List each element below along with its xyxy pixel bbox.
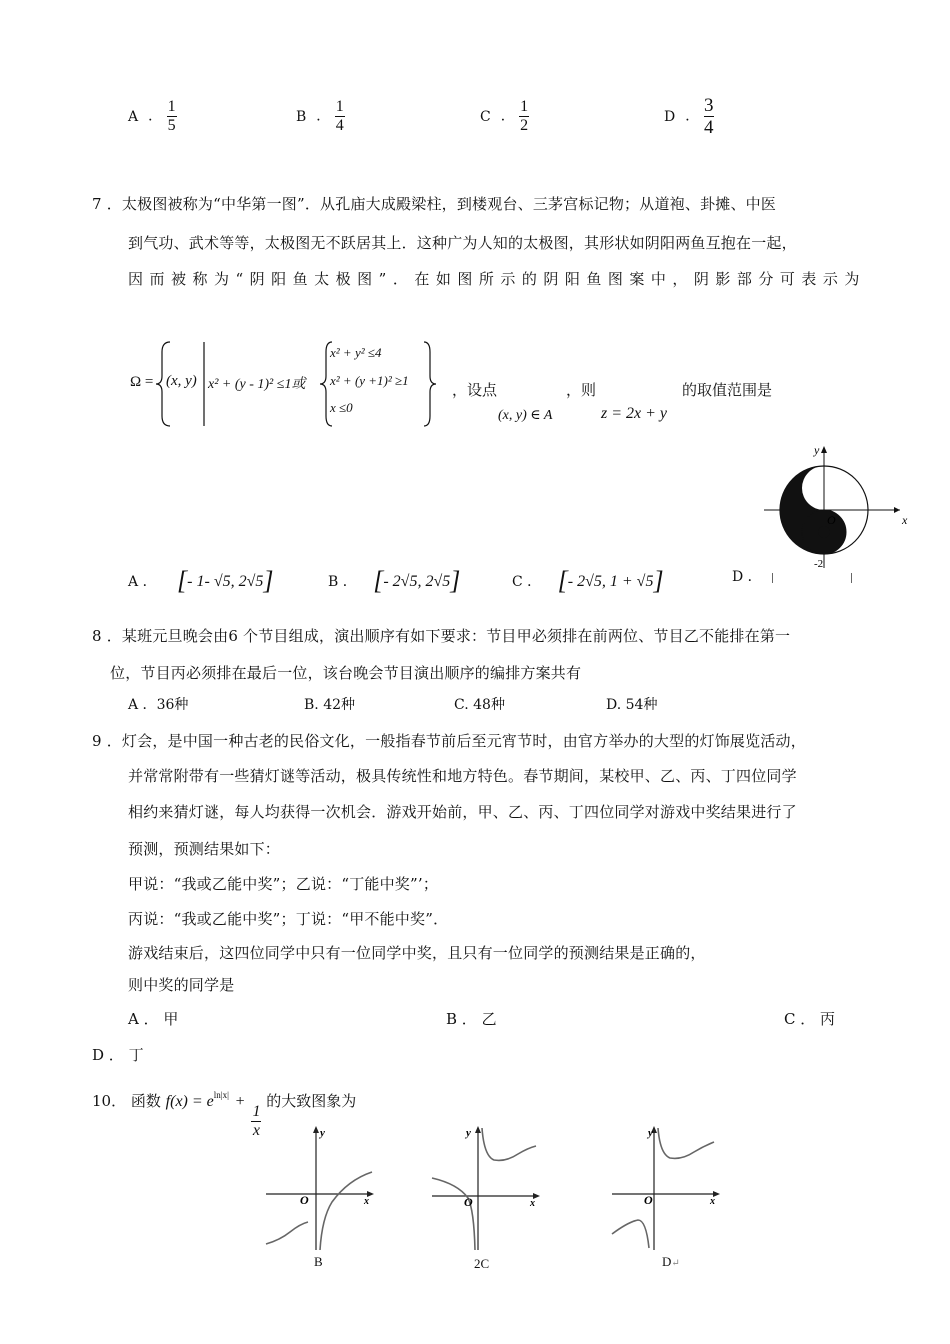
q10-graph-c: [428, 1120, 544, 1252]
q8-line-2: 位，节目丙必须排在最后一位，该台晚会节目演出顺序的编排方案共有: [110, 664, 582, 682]
q9-option-c: C ． 丙: [784, 1010, 836, 1028]
q7-taiji-figure: [760, 442, 910, 574]
q10-graph-c-y-label: y: [466, 1127, 471, 1139]
q10-graph-b-x-label: x: [364, 1196, 369, 1207]
q7-option-a: A ． [- 1- √5, 2√5]: [128, 566, 274, 595]
q6-option-c-fraction: $\frac{1}{2}$: [520, 98, 529, 134]
q7-point-condition: (x, y) ∈ A: [498, 408, 553, 423]
q9-line-5: 甲说：“我或乙能中奖”；乙说：“丁能中奖”’；: [128, 875, 439, 893]
q7-text-range: 的取值范围是: [682, 381, 773, 399]
q9-line-4: 预测，预测结果如下：: [128, 840, 281, 858]
q9-option-a: A ． 甲: [128, 1010, 179, 1028]
q9-line-2: 并常常附带有一些猜灯谜等活动，极具传统性和地方特色。春节期间，某校甲、乙、丙、丁四位同学: [128, 767, 797, 785]
q7-condition-1: x² + (y - 1)² ≤1或: [208, 377, 306, 392]
q10-graph-b-label: B: [314, 1254, 323, 1269]
q10-exponent: ln|x|: [213, 1090, 229, 1100]
q7-option-a-interval: [- 1- √5, 2√5]: [177, 566, 274, 595]
q7-system-line-2: x² + (y +1)² ≥1: [330, 373, 409, 388]
q6-option-c: C ． $\frac{1}{2}$: [480, 98, 529, 134]
q10-graph-b-y-label: y: [320, 1127, 325, 1139]
q6-option-b: B ． $\frac{1}{4}$: [296, 98, 344, 134]
q10-page-number: 2C: [474, 1256, 490, 1271]
q7-option-b: B ． [- 2√5, 2√5]: [328, 566, 461, 595]
q7-option-d: D ．: [732, 566, 852, 586]
q9-option-d: D ． 丁: [92, 1046, 144, 1064]
q7-z-expression: z = 2x + y: [601, 405, 668, 422]
q7-option-d-interval-placeholder: [772, 573, 852, 583]
q6-option-d-fraction: $\frac{3}{4}$: [703, 95, 714, 138]
q10-graph-d-x-label: x: [710, 1196, 715, 1207]
q7-line-1: 7 ．太极图被称为“中华第一图”．从孔庙大成殿梁柱，到楼观台、三茅宫标记物；从道袍、卦摊、中医: [92, 195, 777, 213]
q10-fraction: $\frac{1}{x}$: [252, 1103, 261, 1139]
q10-graph-d-y-label: y: [648, 1127, 653, 1139]
q6-option-a: A ． $\frac{1}{5}$: [128, 98, 176, 134]
q10-graph-c-x-label: x: [530, 1198, 535, 1209]
q9-line-1: 9 ．灯会，是中国一种古老的民俗文化，一般指春节前后至元宵节时，由官方举办的大型的灯饰展览活动，: [92, 732, 806, 750]
q8-option-b: B. 42种: [304, 697, 356, 713]
q6-option-b-fraction: $\frac{1}{4}$: [335, 98, 344, 134]
q9-line-8: 则中奖的同学是: [128, 976, 235, 994]
q9-line-7: 游戏结束后，这四位同学中只有一位同学中奖，且只有一位同学的预测结果是正确的，: [128, 944, 706, 962]
q10-graph-b: [262, 1122, 378, 1252]
q6-option-a-fraction: $\frac{1}{5}$: [167, 98, 176, 134]
q10-line: 10． 函数 $f(x) = e^{ln|x|}$ + $\frac{1}{x}$ 的大致图象为: [92, 1090, 357, 1139]
q7-system-line-3: x ≤0: [330, 400, 353, 415]
q8-option-c: C. 48种: [454, 697, 505, 713]
q9-option-b: B ． 乙: [446, 1010, 497, 1028]
q7-figure-y-label: y: [814, 443, 820, 457]
q8-option-a: A ．36种: [128, 697, 189, 713]
q7-set-definition: Ω =: [130, 374, 154, 390]
q6-option-d: D ． $\frac{3}{4}$: [664, 95, 714, 138]
q7-figure-minus-two-label: -2: [814, 558, 824, 570]
q10-graph-c-origin: O: [464, 1195, 473, 1209]
q9-line-6: 丙说：“我或乙能中奖”；丁说：“甲不能中奖”．: [128, 910, 449, 928]
q7-text-then: ，则: [566, 381, 597, 399]
q7-option-b-interval: [- 2√5, 2√5]: [373, 566, 461, 595]
q7-line-2: 到气功、武术等等，太极图无不跃居其上．这种广为人知的太极图，其形状如阴阳两鱼互抱在一起，: [128, 234, 797, 252]
q9-line-3: 相约来猜灯谜，每人均获得一次机会．游戏开始前，甲、乙、丙、丁四位同学对游戏中奖结果进行了: [128, 803, 797, 821]
q7-figure-origin-label: O: [827, 513, 836, 527]
q10-graph-d: [608, 1122, 724, 1252]
q7-line-3: 因而被称为“阴阳鱼太极图”．在如图所示的阴阳鱼图案中，阴影部分可表示为: [128, 270, 866, 288]
q8-option-d: D. 54种: [606, 697, 658, 713]
q7-figure-x-label: x: [902, 513, 908, 527]
q10-graph-d-origin: O: [644, 1193, 653, 1207]
q10-function: f(x) = e: [165, 1093, 214, 1110]
q7-set-element: (x, y): [166, 373, 197, 389]
q7-text-set-point: ，设点: [452, 381, 498, 399]
q10-graph-d-label: D↵: [662, 1254, 680, 1269]
q10-graph-b-origin: O: [300, 1193, 309, 1207]
q7-option-c-interval: [- 2√5, 1 + √5]: [557, 566, 664, 595]
q7-system-line-1: x² + y² ≤4: [330, 345, 382, 360]
q7-option-c: C ． [- 2√5, 1 + √5]: [512, 566, 664, 595]
q8-line-1: 8 ．某班元旦晚会由6 个节目组成，演出顺序有如下要求：节目甲必须排在前两位、节目乙不能排在第一: [92, 627, 791, 645]
